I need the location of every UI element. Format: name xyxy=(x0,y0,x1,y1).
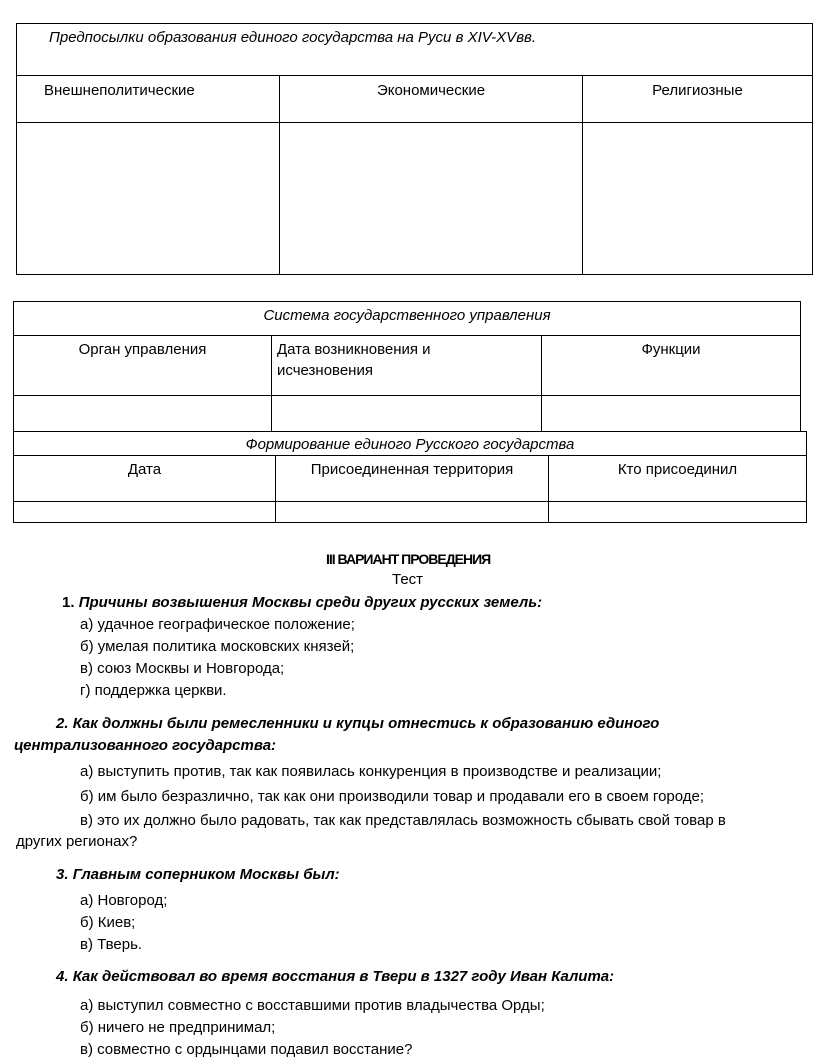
answer-option: б) ничего не предпринимал; xyxy=(80,1019,276,1036)
prerequisites-table-title: Предпосылки образования единого государства на Руси в XIV-XVвв. xyxy=(17,24,813,76)
column-header-dates-text: Дата возникновения и исчезновения xyxy=(277,341,431,379)
answer-option-continuation: других регионах? xyxy=(16,833,138,850)
question-1 xyxy=(62,593,542,613)
column-header-dates xyxy=(272,336,542,396)
answer-option: в) это их должно было радовать, так как представлялась возможность сбывать свой товар в xyxy=(80,812,726,829)
question-text: Главным соперником Москвы был: xyxy=(72,866,340,883)
question-text-continuation: централизованного государства: xyxy=(14,737,277,754)
answer-option: а) выступил совместно с восставшими против владычества Орды; xyxy=(80,997,545,1014)
column-header-authority: Орган управления xyxy=(14,336,272,396)
question-number: 3. xyxy=(56,866,69,883)
column-header-foreign-policy: Внешнеполитические xyxy=(17,76,280,123)
table-cell xyxy=(14,396,272,432)
question-number: 4. xyxy=(56,968,69,985)
question-3 xyxy=(56,865,340,885)
question-text: Как действовал во время восстания в Твери в 1327 году Иван Калита: xyxy=(72,968,615,985)
question-number: 2. xyxy=(56,715,69,732)
column-header-economic: Экономические xyxy=(280,76,583,123)
column-header-date: Дата xyxy=(14,456,276,502)
table-cell xyxy=(549,502,807,523)
section-subheading: Тест xyxy=(392,571,424,588)
government-system-table-title: Система государственного управления xyxy=(14,302,801,336)
column-header-territory: Присоединенная территория xyxy=(276,456,549,502)
prerequisites-table xyxy=(16,23,813,275)
state-formation-table xyxy=(13,431,807,523)
column-header-religious: Религиозные xyxy=(583,76,813,123)
answer-option: в) союз Москвы и Новгорода; xyxy=(80,660,285,677)
table-cell xyxy=(542,396,801,432)
column-header-annexed-by: Кто присоединил xyxy=(549,456,807,502)
section-heading: III ВАРИАНТ ПРОВЕДЕНИЯ xyxy=(326,551,491,567)
question-text: Как должны были ремесленники и купцы отнестись к образованию единого xyxy=(72,715,660,732)
answer-option: г) поддержка церкви. xyxy=(80,682,227,699)
question-2 xyxy=(56,714,659,734)
table-cell xyxy=(272,396,542,432)
government-system-table xyxy=(13,301,801,432)
question-number: 1. xyxy=(62,594,75,611)
table-cell xyxy=(17,123,280,275)
answer-option: б) Киев; xyxy=(80,914,136,931)
table-cell xyxy=(583,123,813,275)
answer-option: а) выступить против, так как появилась конкуренция в производстве и реализации; xyxy=(80,763,662,780)
answer-option: б) умелая политика московских князей; xyxy=(80,638,355,655)
answer-option: а) Новгород; xyxy=(80,892,168,909)
answer-option: в) Тверь. xyxy=(80,936,143,953)
answer-option: а) удачное географическое положение; xyxy=(80,616,355,633)
table-cell xyxy=(14,502,276,523)
table-cell xyxy=(276,502,549,523)
column-header-functions: Функции xyxy=(542,336,801,396)
question-4 xyxy=(56,967,614,987)
answer-option: в) совместно с ордынцами подавил восстание? xyxy=(80,1041,413,1058)
table-cell xyxy=(280,123,583,275)
answer-option: б) им было безразлично, так как они производили товар и продавали его в своем городе; xyxy=(80,788,705,805)
state-formation-table-title: Формирование единого Русского государства xyxy=(14,432,807,456)
question-text: Причины возвышения Москвы среди других русских земель: xyxy=(78,594,543,611)
